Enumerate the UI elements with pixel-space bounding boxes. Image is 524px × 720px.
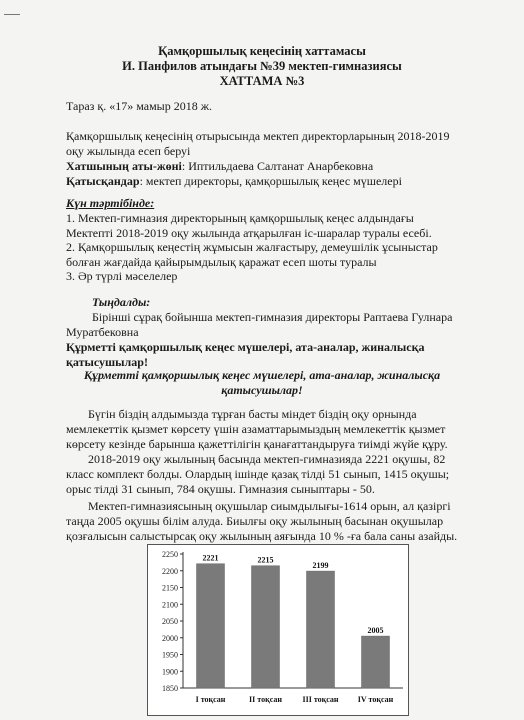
y-tick-label: 1950 <box>162 650 178 660</box>
secretary-value: : Иптильдаева Салтанат Анарбековна <box>181 159 374 173</box>
heard-title: Тыңдалды: <box>92 295 151 309</box>
subject-line-2: оқу жылында есеп беруі <box>66 144 191 158</box>
bar <box>362 636 390 688</box>
heard-line-2: Муратбековна <box>66 325 139 339</box>
para-1-line-2: мемлекеттік қызмет көрсету үшін азаматтарымыздың мемлекеттік қызмет <box>66 422 446 436</box>
data-label: 2215 <box>257 555 274 565</box>
para-2-line-3: орыс тілді 31 сынып, 784 оқушы. Гимназия сыныптары - 50. <box>66 482 375 496</box>
scan-mark <box>4 14 20 15</box>
bar <box>307 571 335 688</box>
subject-line-1: Қамқоршылық кеңесінің отырысында мектеп директорларының 2018-2019 <box>66 129 450 143</box>
agenda-line-3: 2. Қамқоршылық кеңестің жұмысын жалғастыру, демеушілік ұсыныстар <box>66 240 438 254</box>
y-tick-label: 1900 <box>162 667 178 677</box>
agenda-line-4: болған жағдайда қайырымдылық қаражат есеп шоты туралы <box>66 255 377 269</box>
agenda-line-1: 1. Мектеп-гимназия директорының қамқоршылық кеңес алдындағы <box>66 211 414 225</box>
participants-value: : мектеп директоры, қамқоршылық кеңес мүшелері <box>139 174 402 188</box>
y-tick-label: 2000 <box>162 633 178 643</box>
document-header <box>0 44 524 89</box>
y-tick-label: 2100 <box>162 600 178 610</box>
header-line-2: И. Панфилов атындағы №39 мектеп-гимназиясы <box>122 59 402 73</box>
y-tick-label: 2200 <box>162 566 178 576</box>
header-line-1: Қамқоршылық кеңесінің хаттамасы <box>158 44 366 58</box>
x-tick-label: II тоқсан <box>249 695 282 704</box>
para-3-line-2: таңда 2005 оқушы білім алуда. Биылғы оқу жылының басынан оқушылар <box>66 514 444 528</box>
bar <box>252 566 280 688</box>
secretary-row <box>66 159 373 174</box>
participants-row <box>66 174 402 189</box>
greeting-2-line-2: қатысушылар! <box>221 383 303 397</box>
header-line-3: ХАТТАМА №3 <box>219 74 305 88</box>
y-tick-label: 1850 <box>162 684 178 693</box>
y-tick-label: 2050 <box>162 617 178 626</box>
para-2-line-1: 2018-2019 оқу жылының басында мектеп-гимназияда 2221 оқушы, 82 <box>88 452 446 466</box>
student-count-bar-chart <box>147 544 409 716</box>
para-3-line-1: Мектеп-гимназиясының оқушылар сиымдылығы-1614 орын, ал қазіргі <box>88 499 451 513</box>
x-tick-label: I тоқсан <box>195 695 226 704</box>
para-3-line-3: қозғалысын салыстырсақ оқу жылының аяғында 10 % -ға бала саны азайды. <box>66 529 458 543</box>
x-tick-label: III тоқсан <box>302 695 339 704</box>
para-1-line-1: Бүгін біздің алдымызда тұрған басты міндет біздің оқу орнында <box>88 407 417 421</box>
agenda-line-5: 3. Әр түрлі мәселелер <box>66 269 178 283</box>
heard-line-1: Бірінші сұрақ бойынша мектеп-гимназия директоры Раптаева Гулнара <box>92 310 453 324</box>
greeting-1-line-2: қатысушылар! <box>66 355 148 369</box>
agenda-title: Күн тәртібінде: <box>66 196 155 210</box>
secretary-label: Хатшының аты-жөні <box>66 159 182 173</box>
bar <box>197 564 225 688</box>
data-label: 2199 <box>312 561 329 571</box>
greeting-1-line-1: Құрметті қамқоршылық кеңес мүшелері, ата-аналар, жиналысқа <box>66 340 425 354</box>
greeting-2-line-1: Құрметті қамқоршылық кеңес мүшелері, ата-аналар, жиналысқа <box>83 368 441 382</box>
x-tick-label: IV тоқсан <box>357 695 394 704</box>
data-label: 2005 <box>367 626 384 636</box>
agenda-line-2: Мектепті 2018-2019 оқу жылында атқарылған іс-шаралар туралы есебі. <box>66 226 432 240</box>
data-label: 2221 <box>202 553 219 563</box>
para-2-line-2: класс комплект болды. Олардың ішінде қазақ тілді 51 сынып, 1415 оқушы; <box>66 467 450 481</box>
place-date: Тараз қ. «17» мамыр 2018 ж. <box>66 99 213 113</box>
y-tick-label: 2250 <box>162 550 178 559</box>
y-tick-label: 2150 <box>162 583 178 593</box>
para-1-line-3: көрсету кезінде барынша қажеттілігін қанағаттандыруға тиімді жүйе құру. <box>66 437 448 451</box>
participants-label: Қатысқандар <box>66 174 140 188</box>
